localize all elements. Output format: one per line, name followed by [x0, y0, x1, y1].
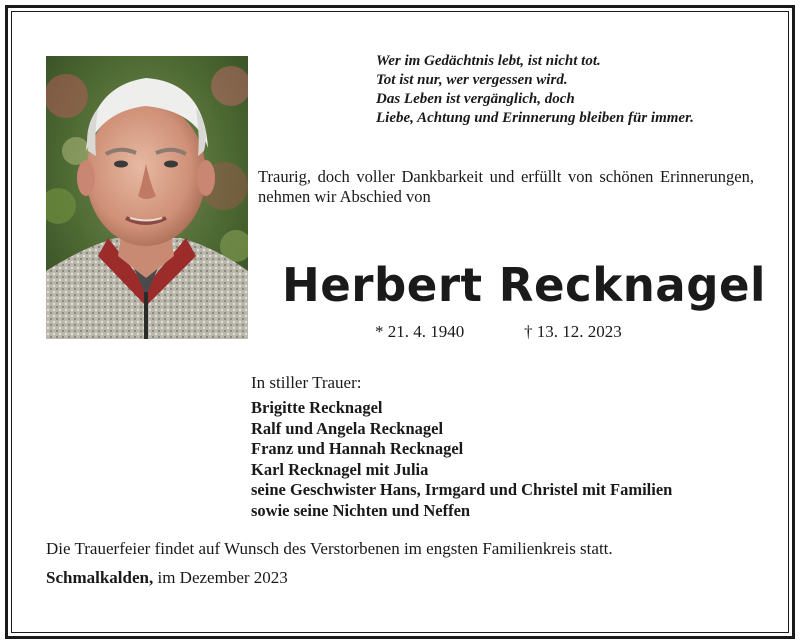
mourning-label: In stiller Trauer: [251, 373, 362, 392]
memorial-quote [376, 52, 694, 128]
mourner-entry: Brigitte Recknagel [251, 398, 383, 417]
deceased-name: Herbert Recknagel [282, 258, 766, 312]
mourner-entry: seine Geschwister Hans, Irmgard und Christel mit Familien [251, 480, 673, 499]
closing-date: im Dezember 2023 [157, 568, 288, 587]
mourners-list [251, 398, 672, 521]
funeral-note: Die Trauerfeier findet auf Wunsch des Verstorbenen im engsten Familienkreis statt. [46, 539, 613, 558]
portrait-photo [46, 56, 248, 339]
death-date: † 13. 12. 2023 [524, 322, 622, 341]
quote-line: Das Leben ist vergänglich, doch [376, 91, 575, 107]
closing-line [46, 568, 288, 588]
mourner-entry: Franz und Hannah Recknagel [251, 439, 464, 458]
quote-line: Tot ist nur, wer vergessen wird. [376, 72, 568, 88]
mourner-entry: Ralf und Angela Recknagel [251, 418, 444, 438]
mourner-entry: Karl Recknagel mit Julia [251, 459, 429, 479]
closing-place: Schmalkalden, [46, 568, 154, 587]
quote-line: Liebe, Achtung und Erinnerung bleiben für immer. [376, 110, 694, 126]
intro-text: Traurig, doch voller Dankbarkeit und erfüllt von schönen Erinnerungen, nehmen wir Abschied von [258, 167, 754, 206]
quote-line: Wer im Gedächtnis lebt, ist nicht tot. [376, 53, 601, 69]
mourner-entry: sowie seine Nichten und Neffen [251, 500, 471, 520]
birth-date: * 21. 4. 1940 [375, 322, 465, 341]
